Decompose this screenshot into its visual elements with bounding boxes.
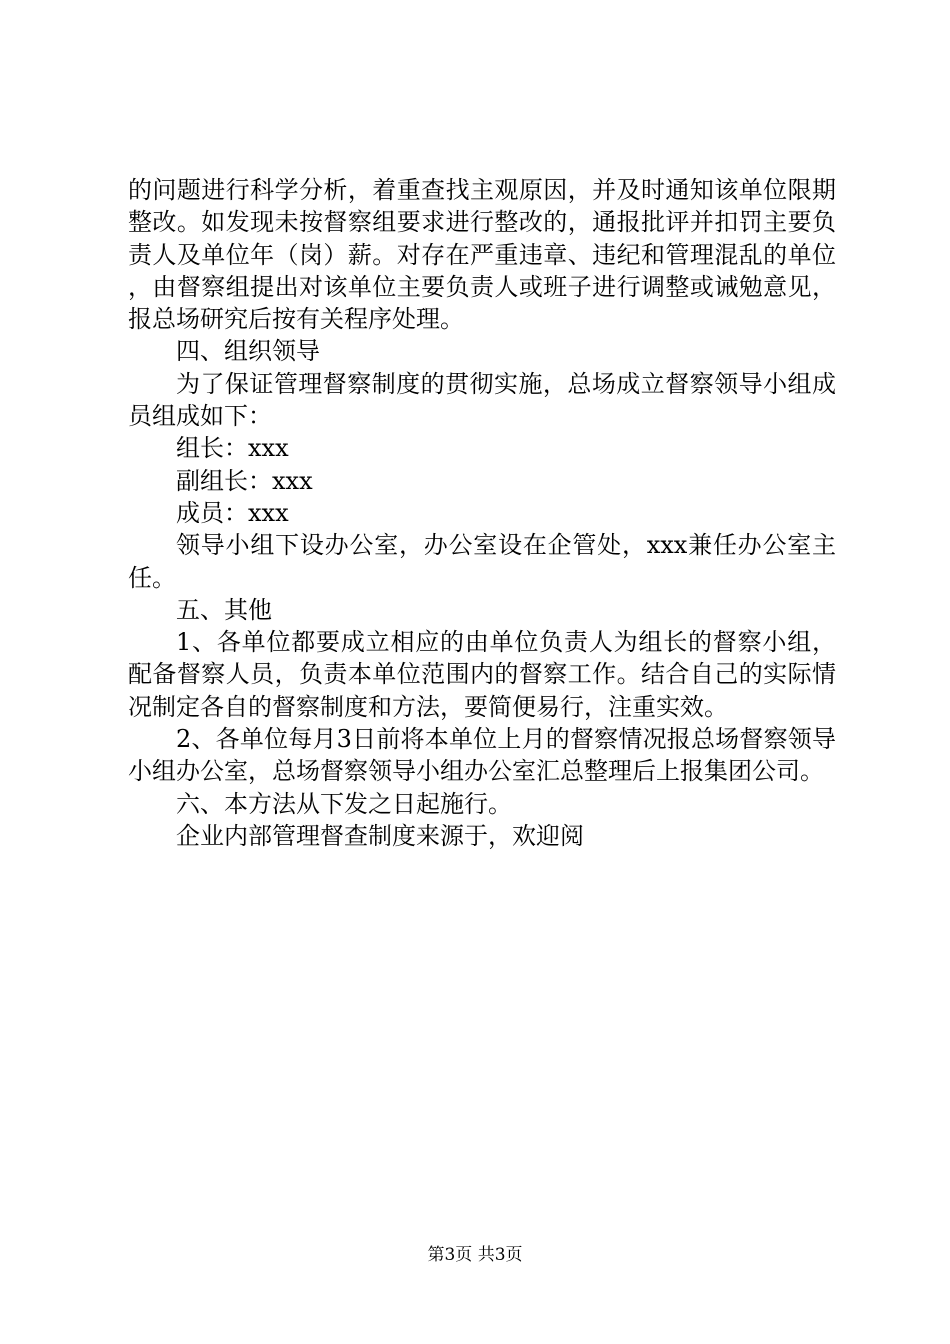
paragraph-item-2: 2、各单位每月3日前将本单位上月的督察情况报总场督察领导小组办公室，总场督察领导小组办公室汇总整理后上报集团公司。 [128,725,836,786]
heading-other: 五、其他 [176,595,272,624]
paragraph-leadership-group: 为了保证管理督察制度的贯彻实施，总场成立督察领导小组成员组成如下： [128,369,836,431]
page-number-footer: 第3页 共3页 [427,1245,523,1265]
paragraph-item-1: 1、各单位都要成立相应的由单位负责人为组长的督察小组，配备督察人员，负责本单位范围内的督察工作。结合自己的实际情况制定各自的督察制度和方法，要简便易行，注重实效。 [128,628,836,721]
member-deputy-leader: 副组长：xxx [176,466,313,495]
paragraph-rectification: 的问题进行科学分析，着重查找主观原因，并及时通知该单位限期整改。如发现未按督察组要求进行整改的，通报批评并扣罚主要负责人及单位年（岗）薪。对存在严重违章、违纪和管理混乱的单位，由督察组提出对该单位主要负责人或班子进行调整或诫勉意见，报总场研究后按有关程序处理。 [128,176,836,334]
document-body [128,174,836,852]
heading-organization-leadership: 四、组织领导 [176,337,320,366]
member-group-leader: 组长：xxx [176,434,289,463]
member-members: 成员：xxx [176,498,289,527]
paragraph-source-note: 企业内部管理督查制度来源于，欢迎阅 [176,821,584,850]
heading-effective-date: 六、本方法从下发之日起施行。 [176,789,512,818]
paragraph-office: 领导小组下设办公室，办公室设在企管处，xxx兼任办公室主任。 [128,531,836,592]
